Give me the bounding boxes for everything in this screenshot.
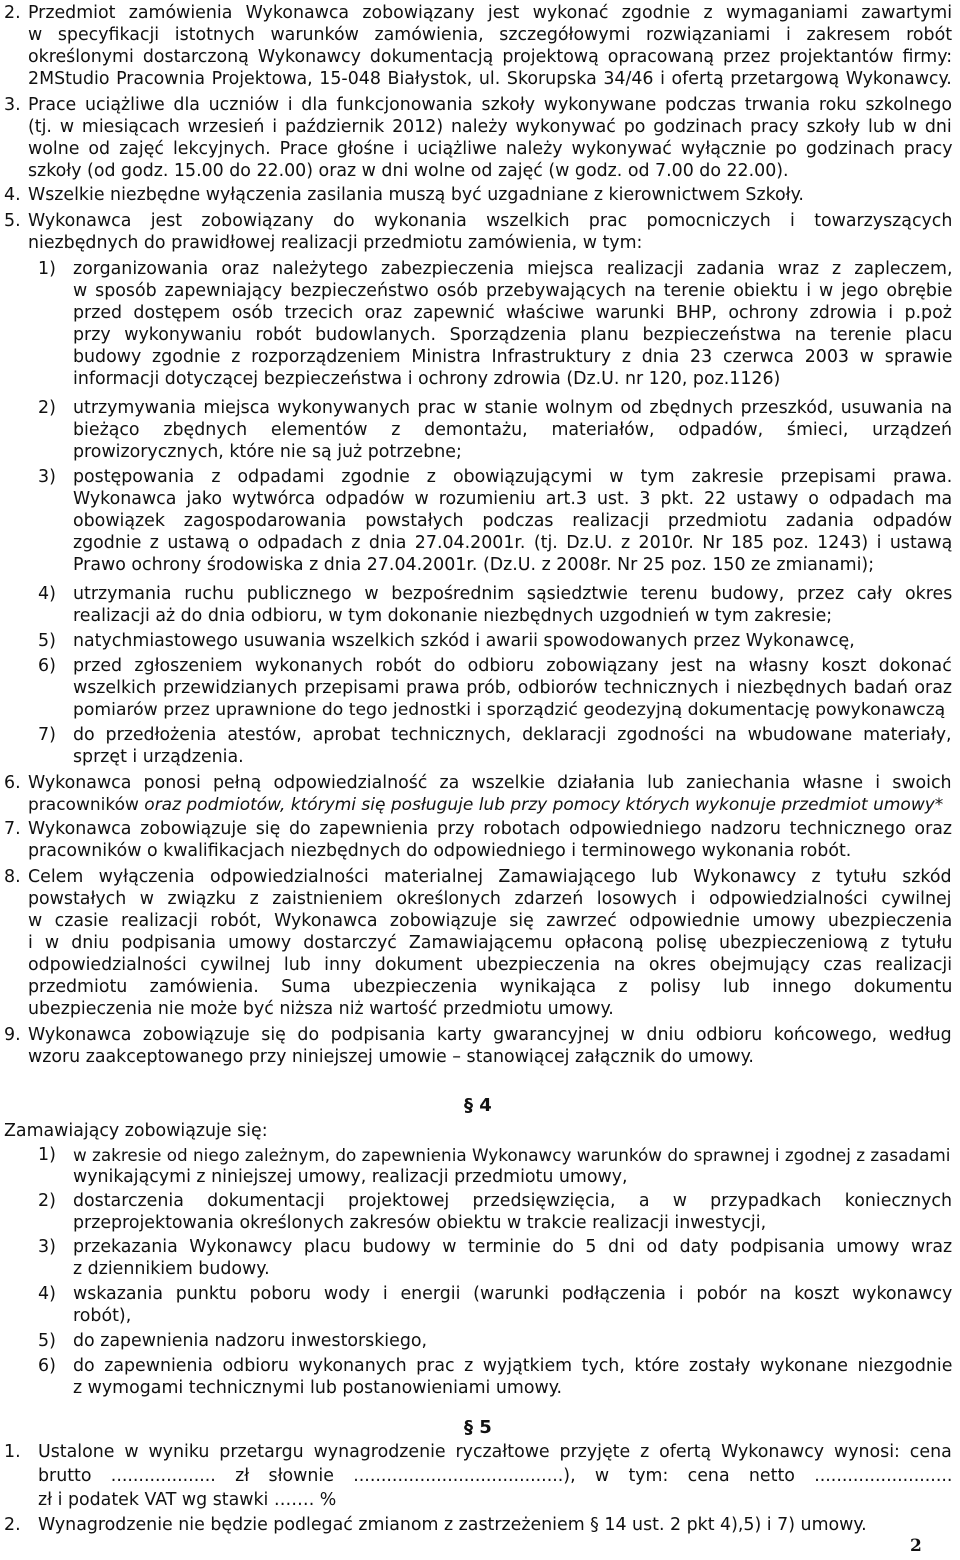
list-marker: 2. <box>4 1515 21 1535</box>
text-line <box>0 258 960 280</box>
text-line <box>0 368 960 390</box>
line-text: brutto ................... zł słownie ......................................), w tym: cena netto ......................... <box>38 1466 953 1486</box>
line-text: obowiązek zagospodarowania powstałych podczas realizacji przedmiotu zadania odpadów <box>73 511 953 531</box>
line-text: niezbędnych do prawidłowej realizacji przedmiotu zamówienia, w tym: <box>28 233 643 253</box>
line-text: przed zgłoszeniem wykonanych robót do odbioru zobowiązany jest na własny koszt dokonać <box>73 656 952 676</box>
line-text: odpowiedzialności cywilnej lub inny dokument ubezpieczenia na okres obejmujący czas realizacji <box>28 955 953 975</box>
list-marker: 6) <box>38 1356 56 1376</box>
line-text: robót), <box>73 1306 132 1326</box>
text-line <box>0 46 960 68</box>
text-line <box>0 888 960 910</box>
text-line <box>0 510 960 532</box>
line-text: pomiarów przez uprawnione do tego jednostki i sporządzić geodezyjną dokumentację powykonawczą <box>73 700 946 720</box>
text-line <box>0 998 960 1020</box>
text-line <box>0 1120 960 1142</box>
line-text: realizacji aż do dnia odbioru, w tym dokonanie niezbędnych uzgodnień w tym zakresie; <box>73 606 833 626</box>
line-text: w specyfikacji istotnych warunków zamówienia, szczegółowymi rozwiązaniami i zakresem robót <box>28 25 953 45</box>
list-marker: 3) <box>38 467 56 487</box>
text-line <box>0 554 960 576</box>
text-line <box>0 419 960 441</box>
text-line <box>0 488 960 510</box>
line-text: przy wykonywaniu robót budowlanych. Sporządzenia planu bezpieczeństwa na terenie placu <box>73 325 953 345</box>
text-line <box>0 910 960 932</box>
text-line <box>0 1212 960 1234</box>
line-text: szkoły (od godz. 15.00 do 22.00) oraz w dni wolne od zajęć (w godz. od 7.00 do 22.00). <box>28 161 789 181</box>
line-text: Przedmiot zamówienia Wykonawca zobowiązany jest wykonać zgodnie z wymaganiami zawartymi <box>28 3 953 23</box>
text-line <box>0 94 960 116</box>
text-line <box>0 2 960 24</box>
text-line <box>0 724 960 746</box>
text-line <box>0 324 960 346</box>
section-heading-4: § 4 <box>464 1095 492 1116</box>
text-line <box>0 1283 960 1305</box>
line-text: do zapewnienia odbioru wykonanych prac z wyjątkiem tych, które zostały wykonane niezgodnie <box>73 1356 953 1376</box>
list-marker: 3) <box>38 1237 56 1257</box>
line-text: w zakresie od niego zależnym, do zapewnienia Wykonawcy warunków do sprawnej i zgodnej z zasadami <box>73 1145 951 1165</box>
line-text: przekazania Wykonawcy placu budowy w terminie do 5 dni od daty podpisania umowy wraz <box>73 1237 953 1257</box>
line-text: bieżąco zbędnych elementów z demontażu, materiałów, odpadów, śmieci, urządzeń <box>73 420 952 440</box>
text-line <box>0 1305 960 1327</box>
text-line <box>0 1330 960 1352</box>
list-marker: 2. <box>4 3 21 23</box>
text-line <box>0 466 960 488</box>
text-line <box>0 699 960 721</box>
text-line <box>0 932 960 954</box>
text-line <box>0 397 960 419</box>
list-marker: 7) <box>38 725 56 745</box>
text-line <box>0 1024 960 1046</box>
line-text: informacji dotyczącej bezpieczeństwa i ochrony zdrowia (Dz.U. nr 120, poz.1126) <box>73 369 781 389</box>
text-line <box>0 184 960 206</box>
text-line <box>0 630 960 652</box>
line-text: zorganizowania oraz należytego zabezpieczenia miejsca realizacji zadania wraz z zapleczem, <box>73 259 953 279</box>
line-text: powstałych w związku z zaistnieniem określonych zdarzeń losowych i odpowiedzialności cywilnej <box>28 889 952 909</box>
line-text: określonymi dostarczoną Wykonawcy dokumentacją projektową opracowaną przez projektantów firmy: <box>28 47 953 67</box>
line-text: utrzymywania miejsca wykonywanych prac w stanie wolnym od zbędnych przeszkód, usuwania na <box>73 398 953 418</box>
line-text: zł i podatek VAT wg stawki ……. % <box>38 1490 337 1510</box>
line-text: Wynagrodzenie nie będzie podlegać zmianom z zastrzeżeniem § 14 ust. 2 pkt 4),5) i 7) umowy. <box>38 1515 867 1535</box>
line-text: Zamawiający zobowiązuje się: <box>4 1121 268 1141</box>
text-line <box>0 302 960 324</box>
list-marker: 7. <box>4 819 21 839</box>
line-text: pracowników oraz podmiotów, którymi się posługuje lub przy pomocy których wykonuje przedmiot umowy* <box>28 795 944 815</box>
text-line <box>0 1166 960 1188</box>
line-text: zgodnie z ustawą o odpadach z dnia 27.04.2001r. (tj. Dz.U. z 2010r. Nr 185 poz. 1243) i ustawą <box>73 533 953 553</box>
list-marker: 6) <box>38 656 56 676</box>
line-text: w czasie realizacji robót, Wykonawca zobowiązuje się zawrzeć odpowiednie umowy ubezpieczenia <box>28 911 953 931</box>
text-line <box>0 794 960 816</box>
text-line <box>0 746 960 768</box>
list-marker: 4. <box>4 185 21 205</box>
text-line <box>0 818 960 840</box>
line-text: w sposób zapewniający bezpieczeństwo osób przebywających na terenie obiektu i w jego obrębie <box>73 281 953 301</box>
line-text: przedmiotu zamówienia. Suma ubezpieczenia wynikająca z polisy lub innego dokumentu <box>28 977 953 997</box>
line-text: przed dostępem osób trzecich oraz zapewnić właściwe warunki BHP, ochrony zdrowia i p.poż <box>73 303 952 323</box>
line-text: 2MStudio Pracownia Projektowa, 15-048 Białystok, ul. Skorupska 34/46 i ofertą przetargową Wykonawcy. <box>28 69 952 89</box>
text-line <box>0 160 960 182</box>
text-line <box>0 1489 960 1511</box>
line-text: wolne od zajęć lekcyjnych. Prace głośne i uciążliwe należy wykonywać wyłącznie po godzinach pracy <box>28 139 953 159</box>
text-line <box>0 1258 960 1280</box>
list-marker: 5) <box>38 1331 56 1351</box>
line-text: utrzymania ruchu publicznego w bezpośrednim sąsiedztwie terenu budowy, przez cały okres <box>73 584 953 604</box>
line-text: do zapewnienia nadzoru inwestorskiego, <box>73 1331 428 1351</box>
line-text: wzoru zaakceptowanego przy niniejszej umowie – stanowiącej załącznik do umowy. <box>28 1047 754 1067</box>
text-line <box>0 655 960 677</box>
text-line <box>0 1236 960 1258</box>
line-text: Wszelkie niezbędne wyłączenia zasilania muszą być uzgadniane z kierownictwem Szkoły. <box>28 185 804 205</box>
text-line <box>0 1514 960 1536</box>
text-line <box>0 976 960 998</box>
text-line <box>0 772 960 794</box>
line-text: wszelkich przewidzianych przepisami prawa prób, odbiorów technicznych i niezbędnych badań oraz <box>73 678 952 698</box>
line-text: sprzęt i urządzenia. <box>73 747 244 767</box>
line-text: Celem wyłączenia odpowiedzialności materialnej Zamawiającego lub Wykonawcy z tytułu szkód <box>28 867 952 887</box>
section-heading-5: § 5 <box>464 1417 492 1438</box>
list-marker: 4) <box>38 584 56 604</box>
text-line <box>0 210 960 232</box>
line-text: budowy zgodnie z rozporządzeniem Ministra Infrastruktury z dnia 23 czerwca 2003 w sprawie <box>73 347 953 367</box>
line-text: Wykonawca jest zobowiązany do wykonania wszelkich prac pomocniczych i towarzyszących <box>28 211 953 231</box>
line-text: prowizorycznych, które nie są już potrzebne; <box>73 442 462 462</box>
text-line <box>0 583 960 605</box>
line-text: Wykonawca zobowiązuje się do zapewnienia przy robotach odpowiedniego nadzoru technicznego oraz <box>28 819 953 839</box>
text-line <box>0 605 960 627</box>
list-marker: 2) <box>38 398 56 418</box>
list-marker: 1. <box>4 1442 21 1462</box>
line-text: z dziennikiem budowy. <box>73 1259 270 1279</box>
list-marker: 8. <box>4 867 21 887</box>
text-line <box>0 677 960 699</box>
list-marker: 1) <box>38 259 56 279</box>
line-text: postępowania z odpadami zgodnie z obowiązującymi w tym zakresie przepisami prawa. <box>73 467 953 487</box>
line-text: wskazania punktu poboru wody i energii (warunki podłączenia i pobór na koszt wykonawcy <box>73 1284 953 1304</box>
line-text: z wymogami technicznymi lub postanowieniami umowy. <box>73 1378 563 1398</box>
text-line <box>0 1465 960 1487</box>
text-line <box>0 232 960 254</box>
line-text: Wykonawca ponosi pełną odpowiedzialność za wszelkie działania lub zaniechania własne i swoich <box>28 773 952 793</box>
list-marker: 5) <box>38 631 56 651</box>
text-line <box>0 1190 960 1212</box>
text-line <box>0 1144 960 1166</box>
line-text: przeprojektowania określonych zakresów obiektu w trakcie realizacji inwestycji, <box>73 1213 767 1233</box>
line-text: do przedłożenia atestów, aprobat technicznych, deklaracji zgodności na wbudowane materiały, <box>73 725 952 745</box>
line-text: Prawo ochrony środowiska z dnia 27.04.2001r. (Dz.U. z 2008r. Nr 25 poz. 150 ze zmianami); <box>73 555 875 575</box>
text-line <box>0 346 960 368</box>
text-line <box>0 532 960 554</box>
line-text: Prace uciążliwe dla uczniów i dla funkcjonowania szkoły wykonywane podczas trwania roku szkolnego <box>28 95 953 115</box>
line-text: wynikającymi z niniejszej umowy, realizacji przedmiotu umowy, <box>73 1167 628 1187</box>
text-line <box>0 24 960 46</box>
text-line <box>0 1441 960 1463</box>
line-text: i w dniu podpisania umowy dostarczyć Zamawiającemu opłaconą polisę ubezpieczeniową z tytułu <box>28 933 953 953</box>
text-line <box>0 1377 960 1399</box>
text-line <box>0 1046 960 1068</box>
list-marker: 2) <box>38 1191 56 1211</box>
text-line <box>0 116 960 138</box>
list-marker: 4) <box>38 1284 56 1304</box>
list-marker: 5. <box>4 211 21 231</box>
text-line <box>0 68 960 90</box>
list-marker: 9. <box>4 1025 21 1045</box>
list-marker: 1) <box>38 1145 56 1165</box>
line-text: (tj. w miesiącach wrzesień i październik 2012) należy wykonywać po godzinach pracy szkoły lub w dni <box>28 117 952 137</box>
line-text: pracowników o kwalifikacjach niezbędnych do odpowiedniego i terminowego wykonania robót. <box>28 841 852 861</box>
line-text: ubezpieczenia nie może być niższa niż wartość przedmiotu umowy. <box>28 999 614 1019</box>
text-line <box>0 954 960 976</box>
text-line <box>0 840 960 862</box>
line-text: Wykonawca zobowiązuje się do podpisania karty gwarancyjnej w dniu odbioru końcowego, według <box>28 1025 952 1045</box>
page-number: 2 <box>910 1536 922 1556</box>
list-marker: 6. <box>4 773 21 793</box>
text-line <box>0 441 960 463</box>
line-text: dostarczenia dokumentacji projektowej przedsięwzięcia, a w przypadkach koniecznych <box>73 1191 953 1211</box>
text-line <box>0 280 960 302</box>
line-text: Wykonawca jako wytwórca odpadów w rozumieniu art.3 ust. 3 pkt. 22 ustawy o odpadach ma <box>73 489 953 509</box>
text-line <box>0 1355 960 1377</box>
line-text: natychmiastowego usuwania wszelkich szkód i awarii spowodowanych przez Wykonawcę, <box>73 631 855 651</box>
list-marker: 3. <box>4 95 21 115</box>
line-text: Ustalone w wyniku przetargu wynagrodzenie ryczałtowe przyjęte z ofertą Wykonawcy wynosi: cena <box>38 1442 952 1462</box>
text-line <box>0 138 960 160</box>
text-line <box>0 866 960 888</box>
